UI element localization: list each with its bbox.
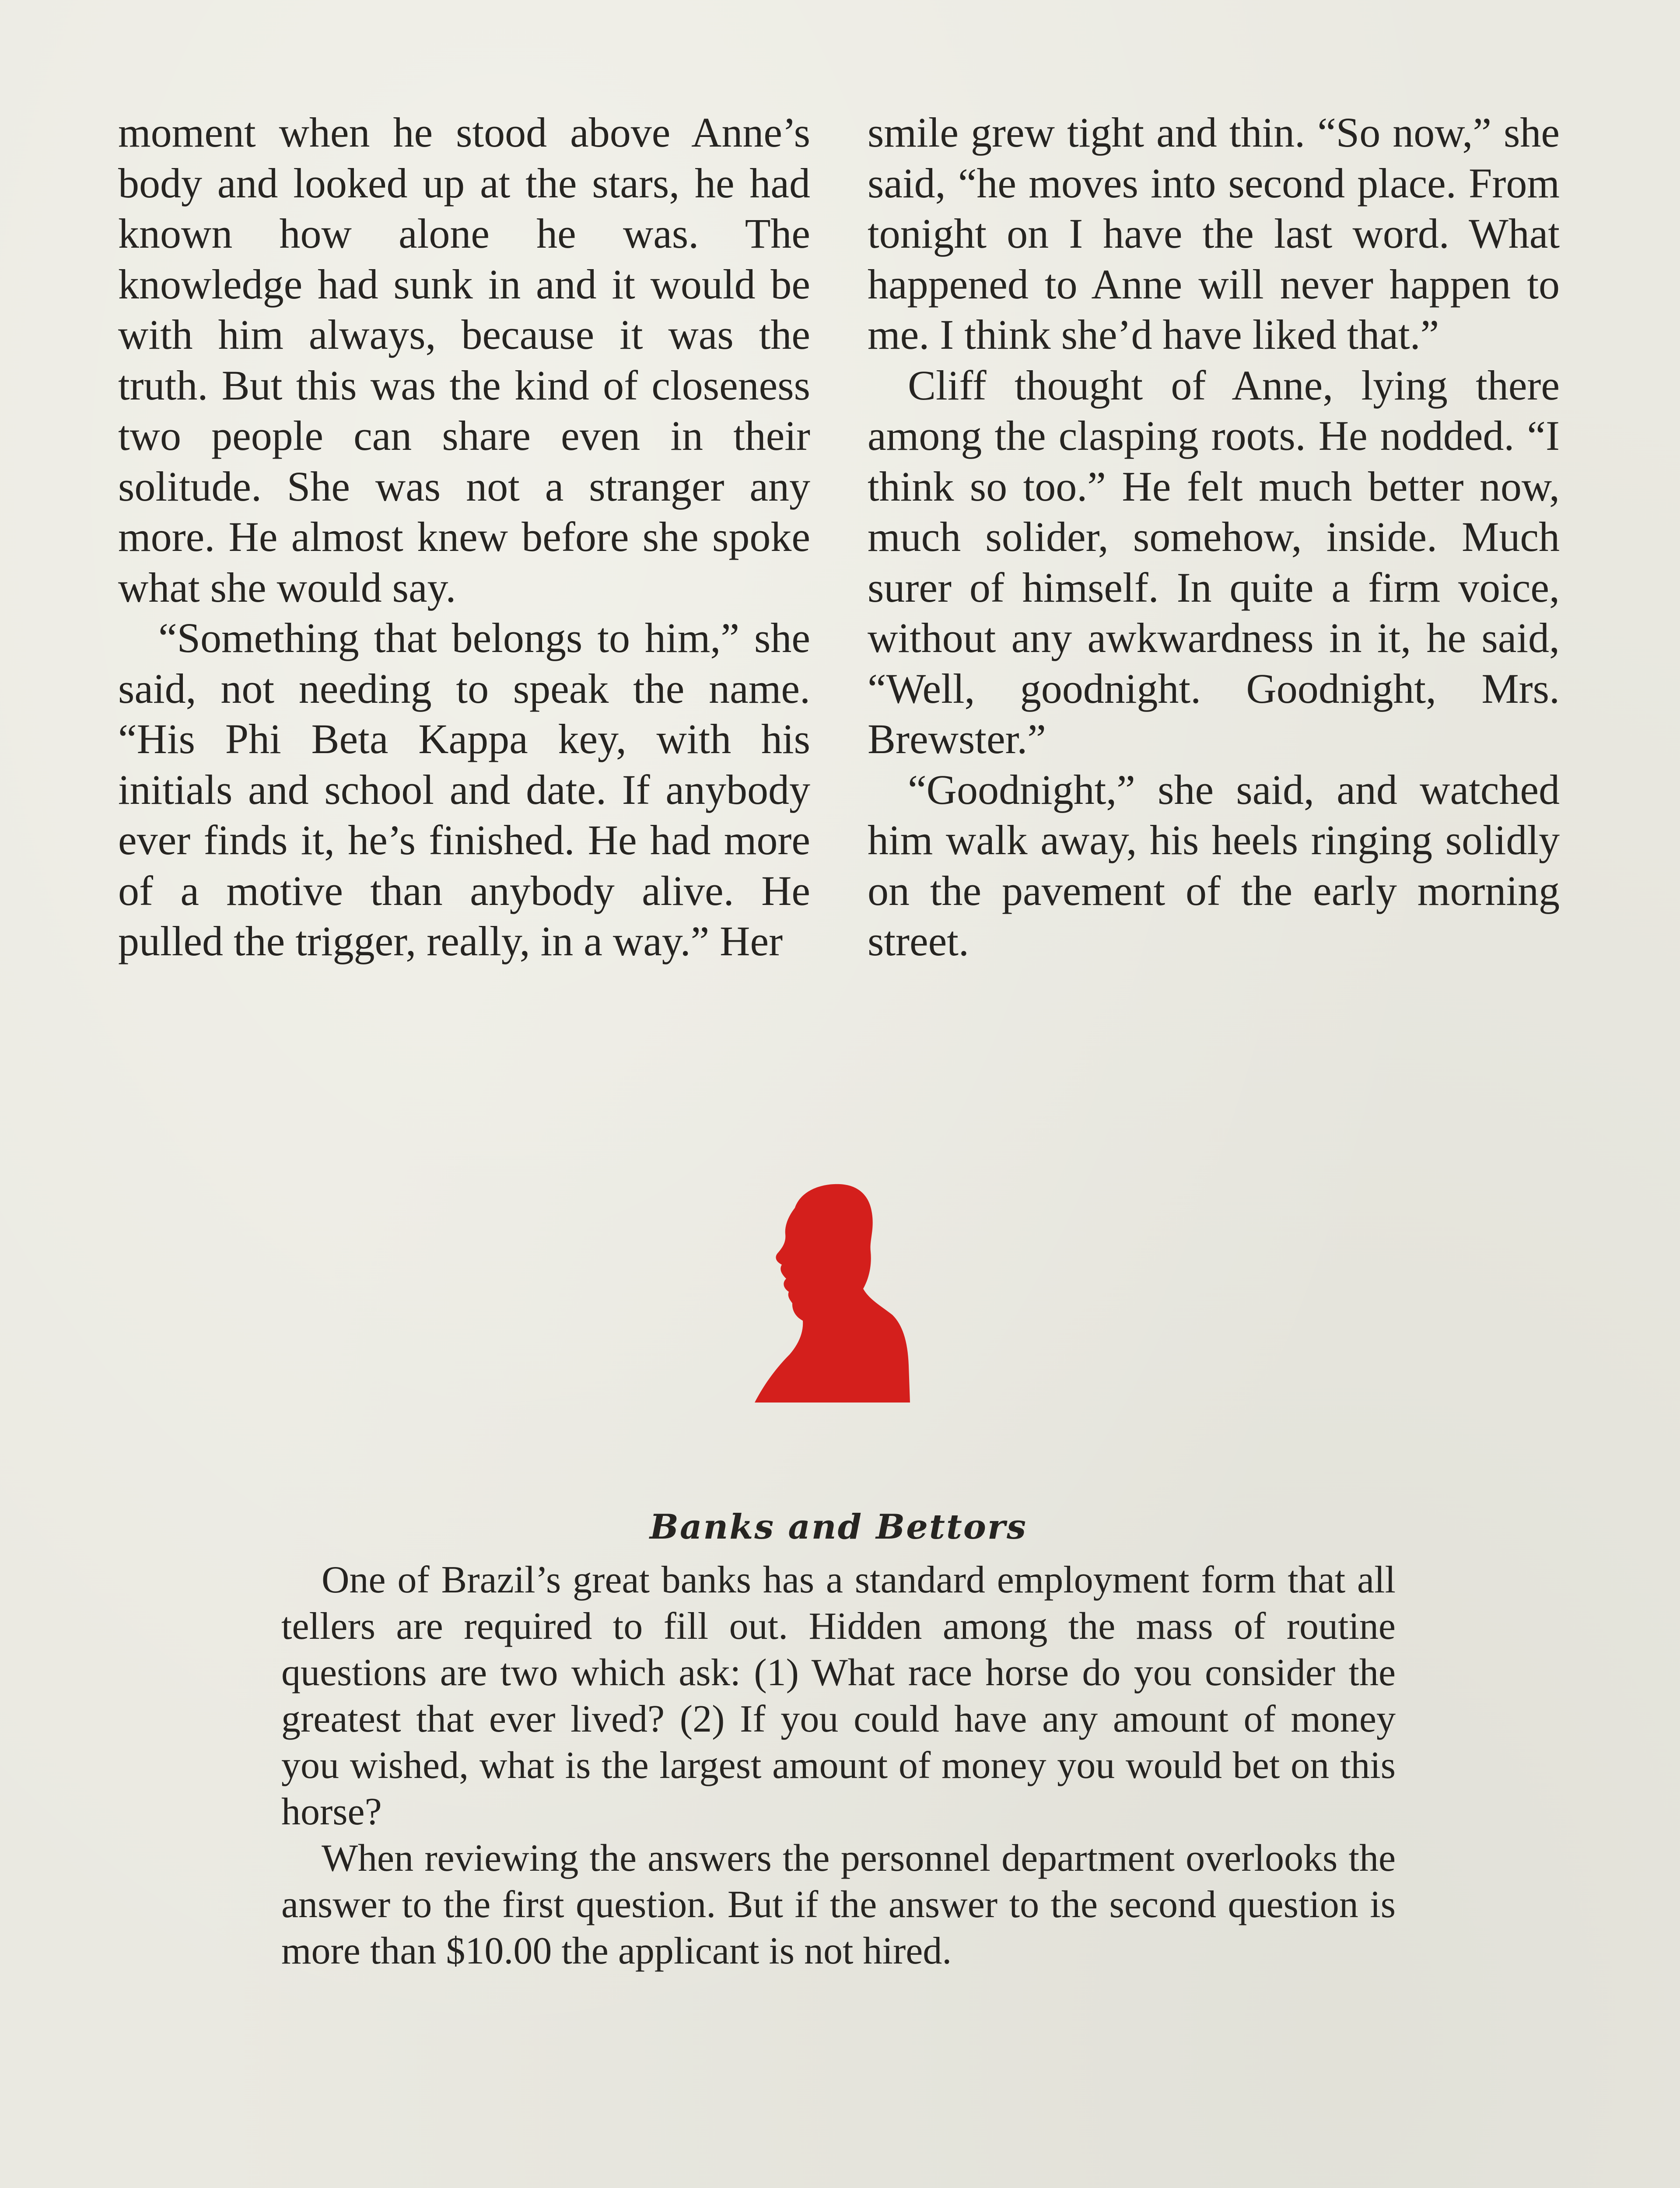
story-paragraph: Cliff thought of Anne, lying there among the clasping roots. He nodded. “I think so too.” He felt much better now, much solider, somehow, inside. Much surer of himself. In quite a firm voice, without any awkwardness in it, he said, “Well, goodnight. Goodnight, Mrs. Brewster.” [868, 361, 1560, 762]
anecdote-title: Banks and Bettors [650, 1507, 1027, 1547]
anecdote-paragraph: One of Brazil’s great banks has a standard employment form that all tellers are required to fill out. Hidden among the mass of routine questions are two which ask: (1) What race horse do you consider the greatest that ever lived? (2) If you could have any amount of money you wished, what is the largest amount of money you would bet on this horse? [281, 1559, 1396, 1833]
anecdote-paragraph: When reviewing the answers the personnel department overlooks the answer to the first question. But if the answer to the second question is more than $10.00 the applicant is not hired. [281, 1837, 1396, 1972]
story-left-column [118, 107, 810, 967]
red-silhouette-illustration [755, 1182, 912, 1403]
story-paragraph: moment when he stood above Anne’s body and looked up at the stars, he had known how alone he was. The knowledge had sunk in and it would be with him always, because it was the truth. But this was the kind of closeness two people can share even in their solitude. She was not a stranger any more. He almost knew before she spoke what she would say. [118, 109, 810, 611]
story-paragraph: “Goodnight,” she said, and watched him walk away, his heels ringing solidly on the pavement of the early morning street. [868, 766, 1560, 964]
story-paragraph: “Something that belongs to him,” she said, not needing to speak the name. “His Phi Beta Kappa key, with his initials and school and date. If anybody ever finds it, he’s finished. He had more of a motive than anybody alive. He pulled the trigger, really, in a way.” Her [118, 614, 810, 964]
story-paragraph: smile grew tight and thin. “So now,” she said, “he moves into second place. From tonight on I have the last word. What happened to Anne will never happen to me. I think she’d have liked that.” [868, 109, 1560, 358]
story-right-column [868, 107, 1560, 967]
profile-silhouette-shape [755, 1184, 910, 1403]
anecdote-box [281, 1505, 1396, 1974]
